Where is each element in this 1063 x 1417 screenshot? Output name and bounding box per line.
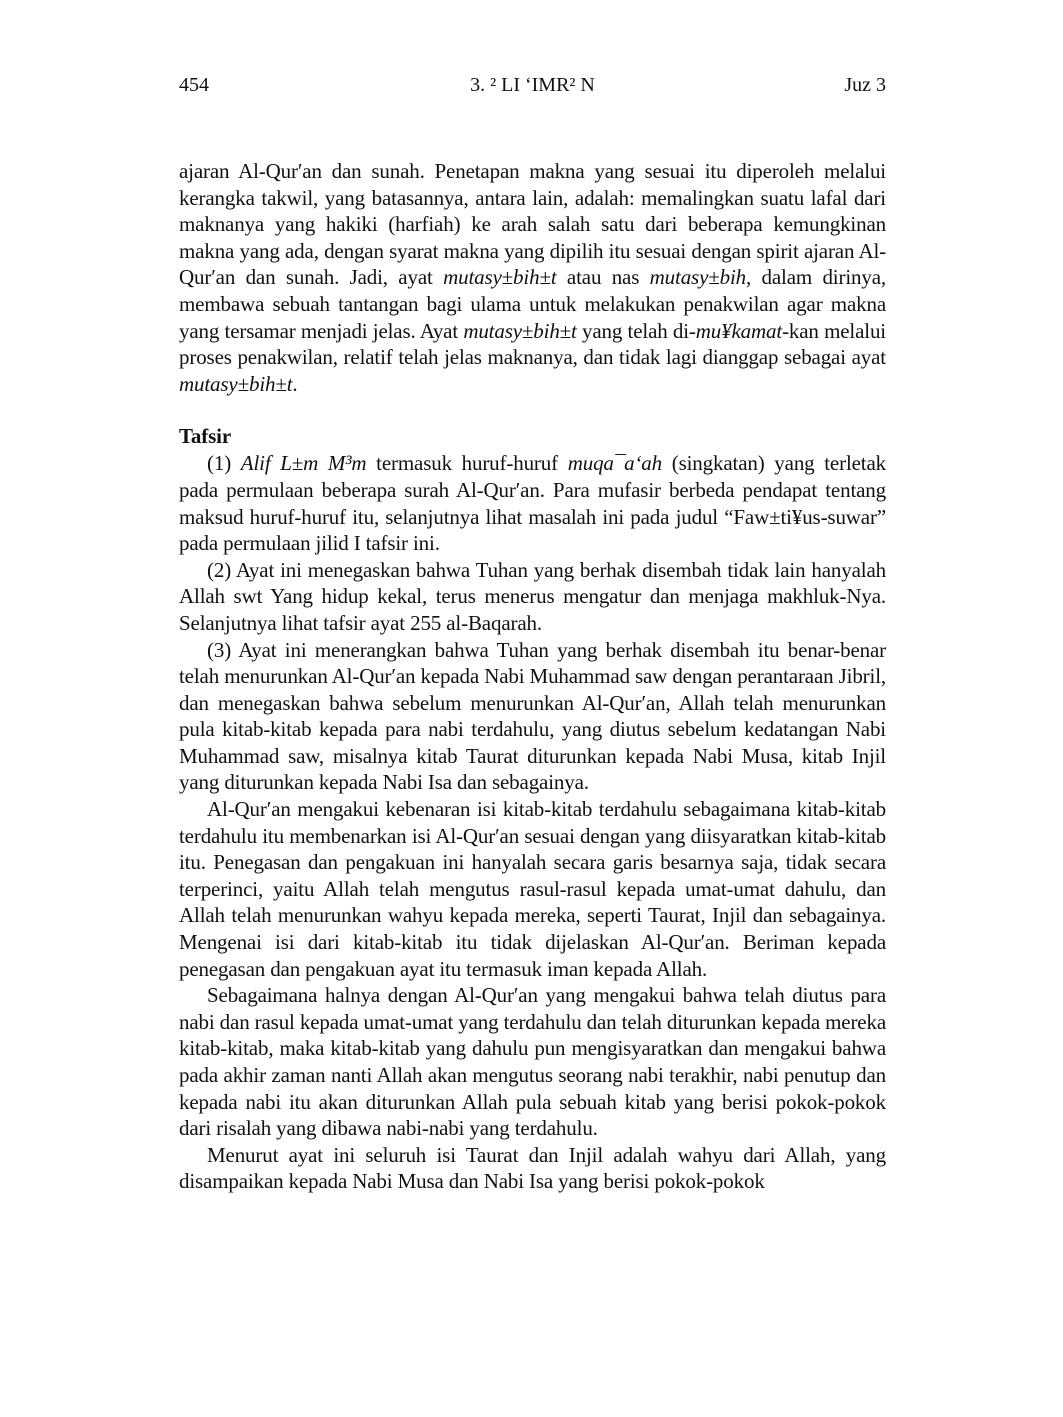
tafsir-paragraph-4: Al-Qur′an mengakui kebenaran isi kitab-kitab terdahulu sebagaimana kitab-kitab terdahulu itu membenarkan isi Al-Qur′an sesuai dengan yang diisyaratkan kitab-kitab itu. Penegasan dan pengakuan ini hanyalah secara garis besarnya saja, tidak secara terperinci, yaitu Allah telah mengutus rasul-rasul kepada umat-umat dahulu, dan Allah telah menurunkan wahyu kepada mereka, seperti Taurat, Injil dan sebagainya. Mengenai isi dari kitab-kitab itu tidak dijelaskan Al-Qur′an. Beriman kepada penegasan dan pengakuan ayat itu termasuk iman kepada Allah. [179, 797, 886, 981]
chapter-title: 3. ² LI ‘IMR² N [470, 74, 595, 96]
intro-paragraph [179, 158, 886, 397]
term-mutasyabihat: mutasy±bih±t [443, 265, 557, 290]
term-muhkamat: mu¥kamat [695, 318, 783, 343]
term-mutasyabihat: mutasy±bih±t [463, 318, 577, 343]
text-run: . [292, 371, 298, 396]
verse-number: (1) [207, 451, 241, 476]
text-run: yang telah di- [576, 318, 696, 343]
tafsir-paragraph-1 [179, 450, 886, 556]
running-header [179, 72, 886, 98]
tafsir-paragraph-6: Menurut ayat ini seluruh isi Taurat dan Injil adalah wahyu dari Allah, yang disampaikan kepada Nabi Musa dan Nabi Isa yang berisi pokok-pokok [179, 1142, 886, 1194]
term-mutasyabih: mutasy±bih [649, 265, 746, 290]
tafsir-paragraph-2: (2) Ayat ini menegaskan bahwa Tuhan yang berhak disembah tidak lain hanyalah Allah swt Yang hidup kekal, terus menerus mengatur dan menjaga makhluk-Nya. Selanjutnya lihat tafsir ayat 255 al-Baqarah. [179, 557, 886, 635]
body-text [179, 158, 886, 1195]
text-run: termasuk huruf-huruf [366, 451, 568, 476]
text-run: atau nas [556, 265, 650, 290]
text-run: , dalam dirinya, membawa sebuah tantangan bagi ulama untuk melakukan penakwilan agar makna yang tersamar menjadi jelas. Ayat [179, 265, 886, 343]
text-run: -kan melalui proses penakwilan, relatif telah jelas maknanya, dan tidak lagi dianggap sebagai ayat [179, 318, 886, 370]
term-muqattaah: muqa¯a‘ah [567, 451, 663, 476]
tafsir-paragraph-3: (3) Ayat ini menerangkan bahwa Tuhan yang berhak disembah itu benar-benar telah menurunkan Al-Qur′an kepada Nabi Muhammad saw dengan perantaraan Jibril, dan menegaskan bahwa sebelum menurunkan Al-Qur′an, Allah telah menurunkan pula kitab-kitab kepada para nabi terdahulu, yang diutus sebelum kedatangan Nabi Muhammad saw, misalnya kitab Taurat diturunkan kepada Nabi Musa, kitab Injil yang diturunkan kepada Nabi Isa dan sebagainya. [179, 637, 886, 795]
text-run: ajaran Al-Qur′an dan sunah. Penetapan makna yang sesuai itu diperoleh melalui kerangka takwil, yang batasannya, antara lain, adalah: memalingkan suatu lafal dari maknanya yang hakiki (harfiah) ke arah salah satu dari beberapa kemungkinan makna yang ada, dengan syarat makna yang dipilih itu sesuai dengan spirit ajaran Al-Qur′an dan sunah. Jadi, ayat [179, 159, 886, 290]
juz-label: Juz 3 [844, 74, 886, 96]
tafsir-paragraph-5: Sebagaimana halnya dengan Al-Qur′an yang mengakui bahwa telah diutus para nabi dan rasul kepada umat-umat yang terdahulu dan telah diturunkan kepada mereka kitab-kitab, maka kitab-kitab yang dahulu pun mengisyaratkan dan mengakui bahwa pada akhir zaman nanti Allah akan mengutus seorang nabi terakhir, nabi penutup dan kepada nabi itu akan diturunkan Allah pula sebuah kitab yang berisi pokok-pokok dari risalah yang dibawa nabi-nabi yang terdahulu. [179, 983, 886, 1141]
term-mutasyabihat: mutasy±bih±t [179, 371, 293, 396]
term-alif-lam-mim: Alif L±m M³m [240, 451, 367, 476]
page-number: 454 [179, 74, 209, 96]
section-heading-tafsir: Tafsir [179, 424, 231, 449]
text-run: (singkatan) yang terletak pada permulaan beberapa surah Al-Qur′an. Para mufasir berbeda pendapat tentang maksud huruf-huruf itu, selanjutnya lihat masalah ini pada judul “Faw±ti¥us-suwar” pada permulaan jilid I tafsir ini. [179, 451, 887, 556]
